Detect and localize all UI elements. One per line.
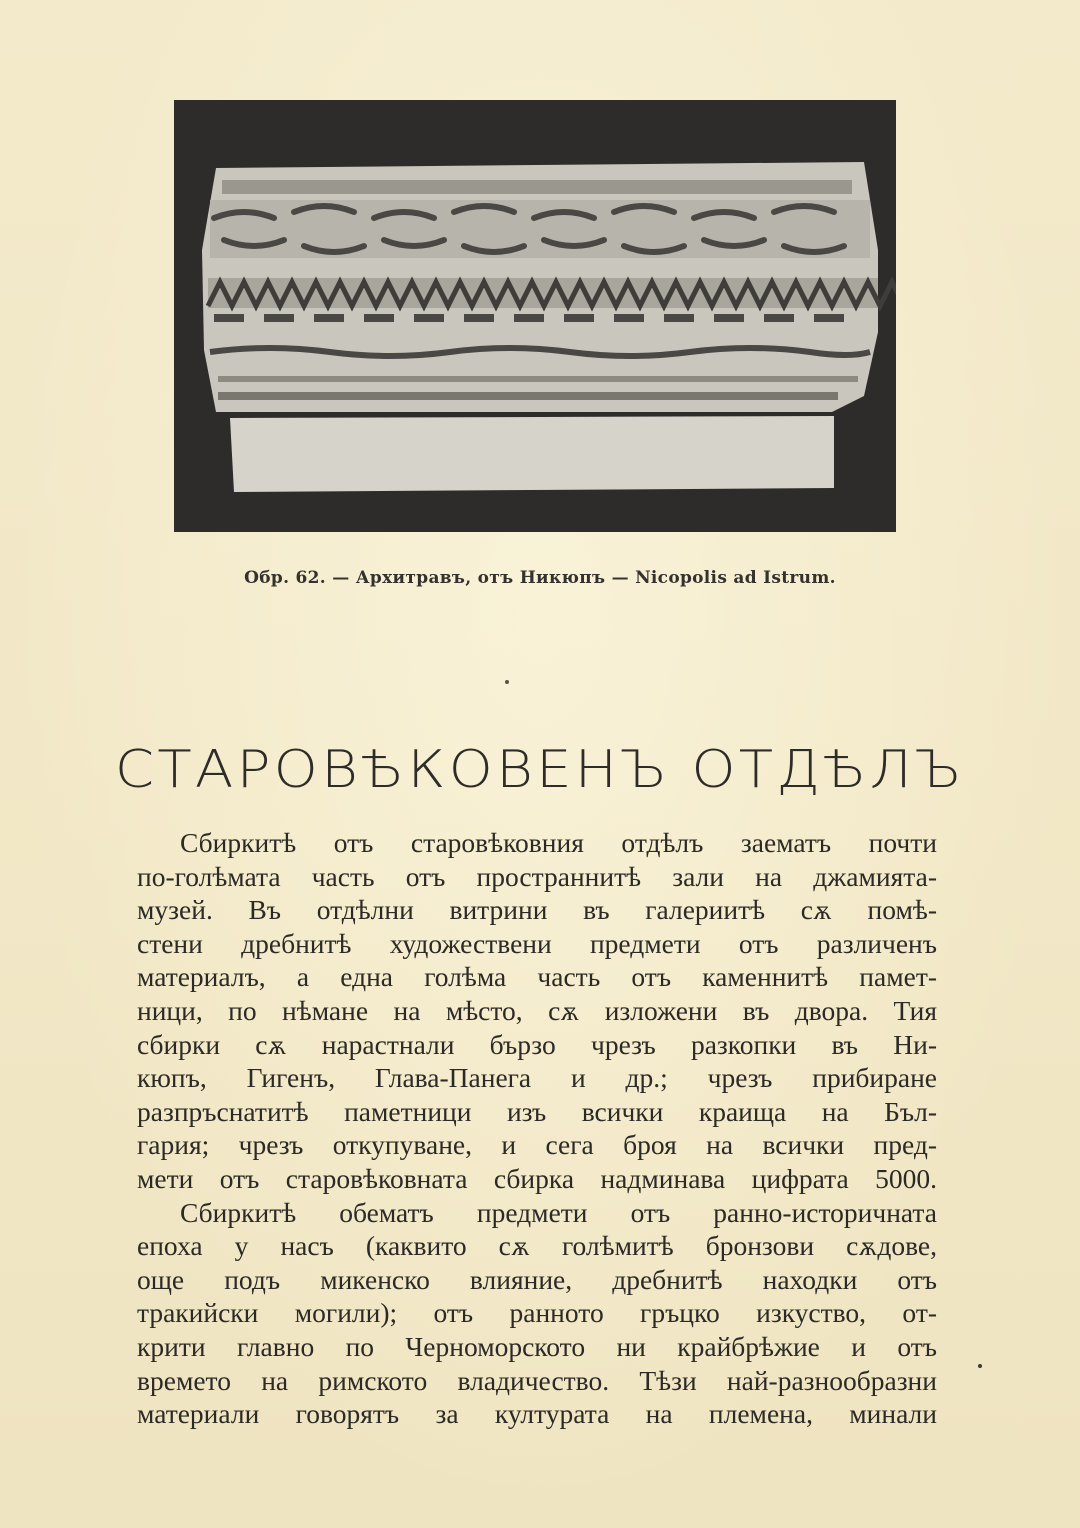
- text-line: сбирки сѫ нарастнали бързо чрезъ разкопки въ Ни-: [137, 1028, 937, 1060]
- print-speck: [978, 1364, 982, 1368]
- text-line: епоха у насъ (каквито сѫ голѣмитѣ бронзови сѫдове,: [137, 1230, 937, 1262]
- architrave-photo: [174, 100, 896, 532]
- text-line: стени дребнитѣ художествени предмети отъ различенъ: [137, 927, 937, 959]
- text-line: ници, по нѣмане на мѣсто, сѫ изложени въ двора. Тия: [137, 994, 937, 1026]
- text-line: Сбиркитѣ отъ старовѣковния отдѣлъ заематъ почти: [180, 827, 937, 858]
- text-line: материалъ, а една голѣма часть отъ каменнитѣ памет-: [137, 961, 937, 993]
- section-title: СТАРОВѢКОВЕНЪ ОТДѢЛЪ: [114, 740, 966, 800]
- figure-caption: Обр. 62. — Архитравъ, отъ Никюпъ — Nicopolis ad Istrum.: [244, 568, 836, 588]
- paragraph: [137, 826, 937, 1196]
- text-line: още подъ микенско влияние, дребнитѣ находки отъ: [137, 1263, 937, 1295]
- print-speck: [505, 680, 509, 684]
- text-line: материали говорятъ за културата на племена, минали: [137, 1398, 937, 1430]
- text-line: по-голѣмата часть отъ пространнитѣ зали на джамията-: [137, 860, 937, 892]
- text-line: тракийски могили); отъ ранното гръцко изкуство, от-: [137, 1297, 937, 1329]
- text-line: крити главно по Черноморското ни крайбрѣжие и отъ: [137, 1330, 937, 1362]
- text-line: кюпъ, Гигенъ, Глава-Панега и др.; чрезъ прибиране: [137, 1062, 937, 1094]
- text-line: разпръснатитѣ паметници изъ всички краища на Бъл-: [137, 1095, 937, 1127]
- text-line: музей. Въ отдѣлни витрини въ галериитѣ сѫ помѣ-: [137, 894, 937, 926]
- text-line: мети отъ старовѣковната сбирка надминава цифрата 5000.: [137, 1162, 937, 1194]
- architrave-image: [174, 100, 896, 532]
- text-line: гария; чрезъ откупуване, и сега броя на всички пред-: [137, 1129, 937, 1161]
- text-line: времето на римското владичество. Тѣзи най-разнообразни: [137, 1364, 937, 1396]
- body-text: [137, 826, 937, 1431]
- paragraph: [137, 1196, 937, 1431]
- text-line: Сбиркитѣ обематъ предмети отъ ранно-историчната: [180, 1196, 937, 1228]
